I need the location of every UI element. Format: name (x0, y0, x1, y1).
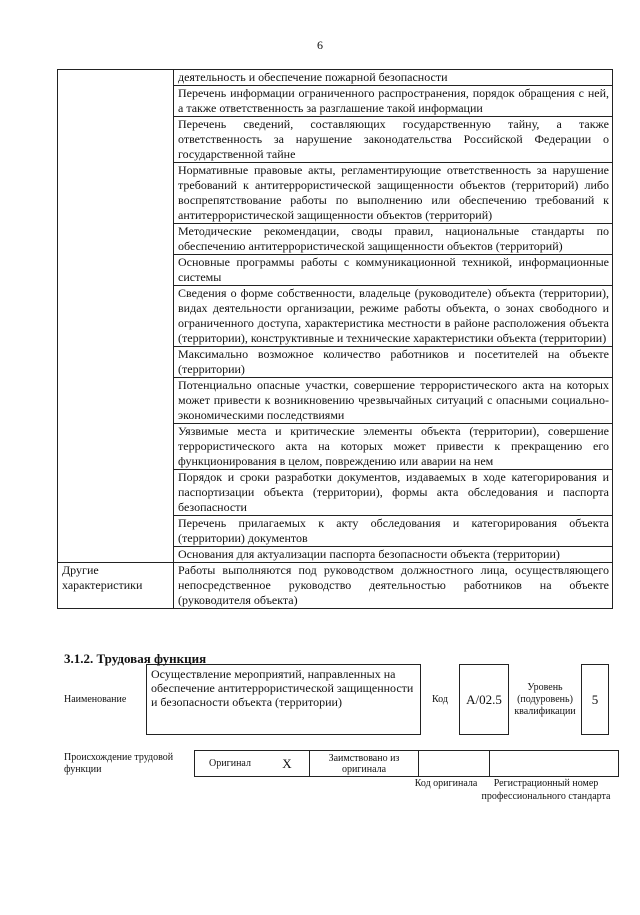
qualification-level: 5 (582, 665, 609, 735)
table-cell: Максимально возможное количество работников и посетителей на объекте (территории) (174, 347, 613, 378)
table-cell: Порядок и сроки разработки документов, издаваемых в ходе категорирования и паспортизации объекта (территории), формы акта обследования и паспорта безопасности (174, 470, 613, 516)
original-code-caption: Код оригинала (414, 778, 478, 789)
table-cell: Уязвимые места и критические элементы объекта (территории), совершение террористического акта на которых может привести к прекращению его функционирования в целом, повреждению или аварии на нем (174, 424, 613, 470)
row-label-empty (58, 70, 174, 563)
registration-number-caption: Регистрационный номер профессионального стандарта (481, 778, 611, 802)
origin-label: Происхождение трудовой функции (64, 751, 174, 775)
table-cell: Работы выполняются под руководством должностного лица, осуществляющего непосредственное руководство деятельностью работников на объекте (руководителя объекта) (174, 563, 613, 609)
code-label: Код (432, 694, 448, 705)
page-number: 6 (317, 38, 323, 52)
other-characteristics-label: Другие характеристики (58, 563, 174, 609)
table-cell: Основания для актуализации паспорта безопасности объекта (территории) (174, 547, 613, 563)
table-cell: Перечень информации ограниченного распространения, порядок обращения с ней, а также ответственность за разглашение такой информации (174, 86, 613, 117)
table-row (58, 70, 613, 86)
table-cell: Перечень сведений, составляющих государственную тайну, а также ответственность за нарушение законодательства Российской Федерации о государственной тайне (174, 117, 613, 163)
function-table (58, 664, 609, 735)
table-cell: Нормативные правовые акты, регламентирующие ответственность за нарушение требований к антитеррористической защищенности объектов (территорий) либо воспрепятствование работы по выполнению или обеспечению требований к антитеррористической защищенности объектов (территорий) (174, 163, 613, 224)
table-row (58, 563, 613, 609)
original-code-cell (419, 751, 490, 777)
origin-table (58, 750, 619, 777)
function-code: A/02.5 (460, 665, 509, 735)
table-cell: деятельность и обеспечение пожарной безопасности (174, 70, 613, 86)
table-cell: Сведения о форме собственности, владельце (руководителе) объекта (территории), видах деятельности организации, режиме работы объекта, о зонах свободного и ограниченного доступа, характеристика местности в районе расположения объекта (территории), конструктивные и технические характеристики объекта (территории) (174, 286, 613, 347)
table-cell: Потенциально опасные участки, совершение террористического акта на которых может привести к возникновению чрезвычайных ситуаций с опасными социально-экономическими последствиями (174, 378, 613, 424)
borrowed-label: Заимствовано из оригинала (310, 751, 419, 777)
knowledge-table (57, 69, 613, 609)
section-title: 3.1.2. Трудовая функция (64, 651, 207, 666)
name-label: Наименование (64, 694, 127, 705)
table-cell: Методические рекомендации, своды правил, национальные стандарты по обеспечению антитеррористической защищенности объектов (территорий) (174, 224, 613, 255)
original-mark: X (265, 751, 310, 777)
original-label: Оригинал (195, 751, 266, 777)
function-name: Осуществление мероприятий, направленных на обеспечение антитеррористической защищенности и безопасности объекта (территории) (147, 665, 421, 735)
table-cell: Основные программы работы с коммуникационной техникой, информационные системы (174, 255, 613, 286)
level-label: Уровень (подуровень) квалификации (514, 681, 576, 717)
registration-number-cell (490, 751, 619, 777)
table-cell: Перечень прилагаемых к акту обследования и категорирования объекта (территории) документов (174, 516, 613, 547)
